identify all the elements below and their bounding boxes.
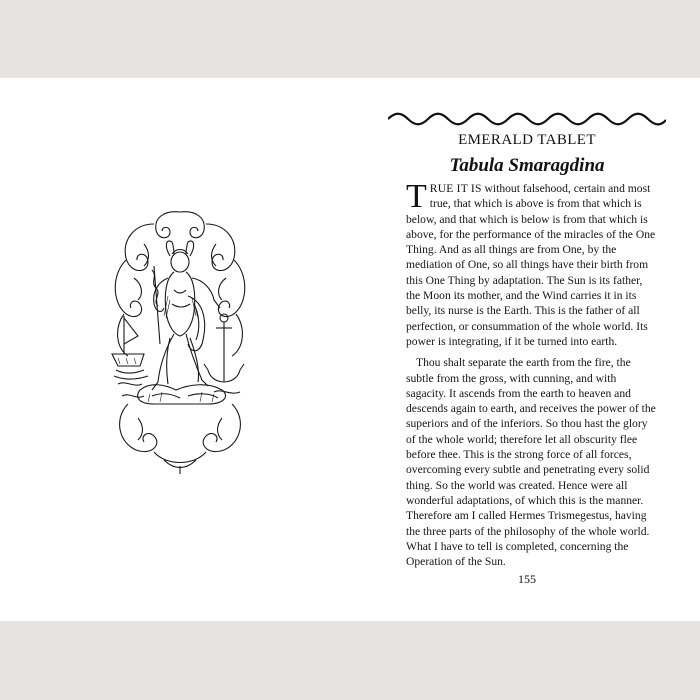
page-number: 155 (518, 572, 536, 586)
paragraph-2: Thou shalt separate the earth from the fire, the subtle from the gross, with cunning, and with sagacity. It ascends from the earth to heaven and descends again to earth, and receives the power of the superiors and of the inferiors. So thou hast the glory of the whole world; therefore let all obscurity flee before thee. This is the strong force of all forces, overcoming every subtle and penetrating every solid thing. So the world was created. Hence were all wonderful adaptations, of which this is the manner. Therefore am I called Hermes Trismegestus, having the three parts of the philosophy of the whole world. What I have to tell is completed, concerning the Operation of the Sun. (406, 356, 656, 569)
drop-cap: T (406, 178, 427, 215)
right-page (350, 78, 700, 621)
hermes-engraving-icon (104, 204, 256, 474)
wave-ornament-icon (388, 112, 666, 126)
chapter-title: EMERALD TABLET (458, 132, 596, 148)
chapter-subtitle: Tabula Smaragdina (449, 155, 605, 176)
paragraph-1 (406, 178, 658, 349)
lead-in: RUE IT IS (429, 182, 482, 195)
body-text (406, 178, 658, 569)
book-spread (0, 78, 700, 621)
left-page (0, 78, 350, 621)
paragraph-1-text: without falsehood, certain and most true, that which is above is from that which is below, and that which is below is from that which is above, for the performance of the miracles of the One Thing. And as all things are from One, by the mediation of One, so all things have their birth from this One Thing by adaptation. The Sun is its father, the Moon its mother, and the Wind carries it in its belly, its nurse is the Earth. This is the father of all perfection, or consummation of the whole world. Its power is integrating, if it be turned into earth. (406, 182, 656, 348)
